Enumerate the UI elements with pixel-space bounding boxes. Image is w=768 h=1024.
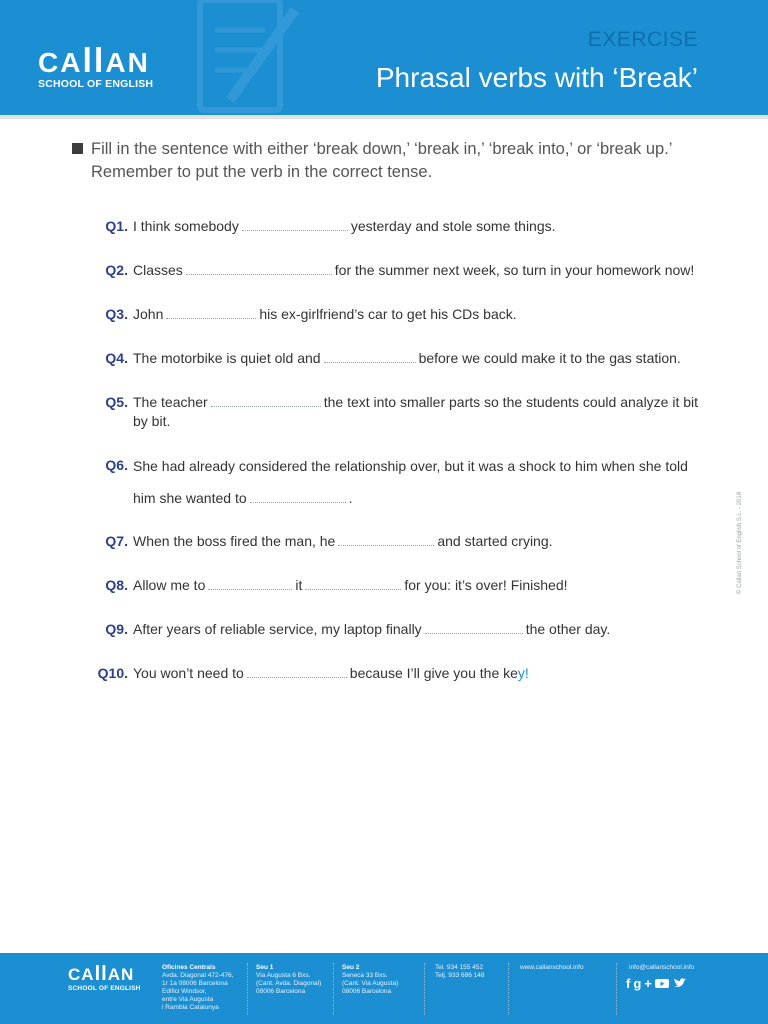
footer-separator xyxy=(247,963,248,1015)
question-text: Allow me to xyxy=(133,577,206,593)
question-4 xyxy=(90,349,705,368)
answer-blank[interactable] xyxy=(425,622,523,634)
question-number: Q4. xyxy=(105,350,128,366)
answer-blank[interactable] xyxy=(324,351,416,363)
question-text: You won’t need to xyxy=(133,665,244,681)
answer-blank[interactable] xyxy=(247,666,347,678)
twitter-icon[interactable] xyxy=(673,977,687,989)
instruction-line-2: Remember to put the verb in the correct tense. xyxy=(91,163,433,181)
question-text: I think somebody xyxy=(133,218,239,234)
question-text: The motorbike is quiet old and xyxy=(133,350,321,366)
question-text: y! xyxy=(517,665,529,681)
answer-blank[interactable] xyxy=(186,263,332,275)
footer-logo xyxy=(68,965,141,992)
answer-blank[interactable] xyxy=(208,578,292,590)
question-text: . xyxy=(348,490,353,506)
answer-blank[interactable] xyxy=(250,491,346,503)
question-9 xyxy=(90,620,705,639)
question-10 xyxy=(90,664,705,683)
footer-separator xyxy=(508,963,509,1015)
question-8 xyxy=(90,576,705,595)
footer-address-main: Oficines Centrals Avda. Diagonal 472-476, 1r 1a 08006 Barcelona Edifici Windsor, entre Via Augusta i Rambla Catalunya xyxy=(162,964,234,1011)
youtube-icon[interactable] xyxy=(655,977,669,989)
header-banner xyxy=(0,0,768,115)
question-number: Q6. xyxy=(105,457,128,473)
question-number: Q2. xyxy=(105,262,128,278)
footer-address-seu2: Seu 2 Seneca 33 Bxs. (Cant. Via Augusta) 08006 Barcelona xyxy=(342,964,399,995)
instruction-line-1: Fill in the sentence with either ‘break down,’ ‘break in,’ ‘break into,’ or ‘break up.’ xyxy=(91,140,673,158)
question-text: the other day. xyxy=(525,621,611,637)
question-number: Q9. xyxy=(105,621,128,637)
question-text: his ex-girlfriend’s car to get his CDs back. xyxy=(259,306,517,322)
question-text: When the boss fired the man, he xyxy=(133,533,336,549)
footer-logo-wordmark: CAllAN xyxy=(68,963,135,985)
question-number: Q1. xyxy=(105,218,128,234)
question-text: for you: it’s over! Finished! xyxy=(404,577,568,593)
facebook-icon[interactable]: f xyxy=(626,976,634,991)
question-text: it xyxy=(295,577,303,593)
question-text: John xyxy=(133,306,164,322)
footer-website-link[interactable]: www.callanschool.info xyxy=(520,964,584,971)
copyright-notice: © Callan School of English S.L. - 2018 xyxy=(737,491,743,595)
instructions xyxy=(72,138,712,184)
footer-separator xyxy=(616,963,617,1015)
notepad-pencil-decoration-icon xyxy=(170,0,310,115)
header-divider xyxy=(0,115,768,119)
question-text: Classes xyxy=(133,262,183,278)
footer-logo-subtitle: SCHOOL OF ENGLISH xyxy=(68,985,141,992)
question-text: before we could make it to the gas station. xyxy=(418,350,681,366)
question-5 xyxy=(90,393,705,431)
answer-blank[interactable] xyxy=(211,395,321,407)
answer-blank[interactable] xyxy=(166,307,256,319)
answer-blank[interactable] xyxy=(305,578,401,590)
question-text: yesterday and stole some things. xyxy=(350,218,556,234)
footer-separator xyxy=(333,963,334,1015)
question-text: She had already considered the relationship over, but it was a shock to him when she told xyxy=(133,458,688,474)
question-text: After years of reliable service, my laptop finally xyxy=(133,621,422,637)
footer-address-seu1: Seu 1 Via Augusta 6 Bxs. (Cant. Avda. Diagonal) 08006 Barcelona xyxy=(256,964,322,995)
footer-phones: Tel. 934 155 452 Telj. 933 686 148 xyxy=(435,964,485,979)
footer xyxy=(0,953,768,1024)
question-number: Q5. xyxy=(105,394,128,410)
question-text: because I’ll give you the ke xyxy=(349,665,518,681)
footer-email-link[interactable]: info@callanschool.info xyxy=(629,964,695,971)
question-1 xyxy=(90,217,705,236)
square-bullet-icon xyxy=(72,143,83,154)
question-text: and started crying. xyxy=(437,533,553,549)
callan-logo xyxy=(38,42,154,90)
question-number: Q10. xyxy=(97,665,128,681)
question-number: Q7. xyxy=(105,533,128,549)
question-text: for the summer next week, so turn in your homework now! xyxy=(334,262,695,278)
logo-subtitle: SCHOOL OF ENGLISH xyxy=(38,78,154,90)
google-plus-icon[interactable]: g+ xyxy=(633,976,655,991)
question-text: the text into smaller parts so the students could analyze it bit by bit. xyxy=(133,394,699,429)
question-text: him she wanted to xyxy=(133,490,247,506)
answer-blank[interactable] xyxy=(338,534,434,546)
social-icons xyxy=(626,976,687,991)
question-number: Q8. xyxy=(105,577,128,593)
question-text: The teacher xyxy=(133,394,208,410)
logo-wordmark: CAllAN xyxy=(38,42,150,80)
page-title: Phrasal verbs with ‘Break’ xyxy=(375,62,698,93)
question-2 xyxy=(90,261,705,280)
footer-separator xyxy=(424,963,425,1015)
question-3 xyxy=(90,305,705,324)
answer-blank[interactable] xyxy=(242,219,348,231)
question-number: Q3. xyxy=(105,306,128,322)
exercise-label: EXERCISE xyxy=(587,28,698,51)
question-6 xyxy=(90,456,705,514)
question-7 xyxy=(90,532,705,551)
